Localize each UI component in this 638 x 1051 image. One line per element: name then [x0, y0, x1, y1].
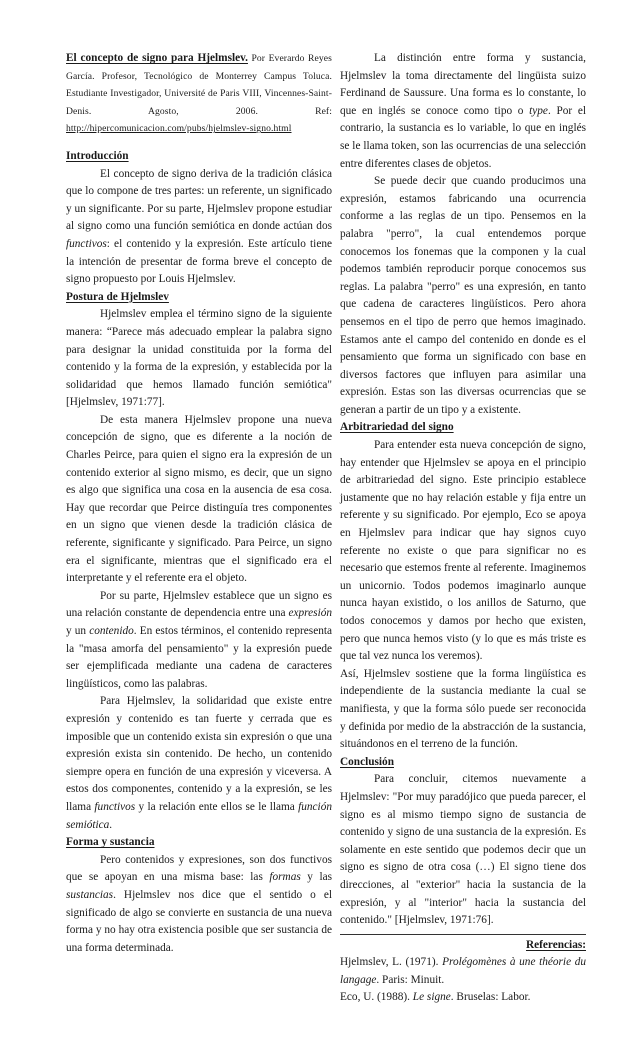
divider [340, 934, 586, 935]
paragraph-arbitrariedad-1: Para entender esta nueva concepción de signo, hay entender que Hjelmslev se apoya en el principio de arbitrariedad del signo. Este principio establece justamente que no hay relación estable y fija entre un referente y su significado. Por ejemplo, Eco se apoya en Hjelmslev para indicar que hay signos cuyo referente no existe o que para significar no es necesario que estemos frente al referente. Imaginemos un unicornio. Todos podemos imaginarlo aunque nunca hayan existido, o los anillos de Saturno, que todos conocemos y damos por hecho que existen, pero que nunca hemos visto (y lo que es más triste es que tal vez nunca los veremos). [340, 439, 586, 663]
reference-item [340, 989, 586, 1007]
paragraph-postura-1: Hjelmslev emplea el término signo de la siguiente manera: “Parece más adecuado emplear la palabra signo para designar la unidad constituida por la forma del contenido y la forma de la expresión, y establecida por la solidaridad que hemos llamado función semiótica" [Hjelmslev, 1971:77]. [66, 308, 332, 409]
emphasis: formas [269, 871, 301, 884]
paragraph-arbitrariedad-2: Así, Hjelmslev sostiene que la forma lingüística es independiente de la sustancia mediante la cual se manifiesta, y que la forma sólo puede ser reconocida y definida por medio de la abstracción de la sustancia, situándonos en el terreno de la función. [340, 667, 586, 751]
text-run: . Por el contrario, la sustancia es lo variable, lo que en inglés se le llama token, son las ocurrencias de una selección entre diferentes clases de objetos. [340, 104, 586, 170]
section-heading-introduccion: Introducción [66, 149, 129, 162]
text-run: Pero contenidos y expresiones, son dos functivos que se apoyan en una misma base: las [66, 853, 332, 884]
author-info: Por Everardo Reyes García. Profesor, Tecnológico de Monterrey Campus Toluca. Estudiante Investigador, Université de Paris VIII, Vincennes-Saint-Denis. Agosto, 2006. Ref: [66, 53, 332, 117]
paragraph-conclusion: Para concluir, citemos nuevamente a Hjelmslev: "Por muy paradójico que pueda parecer, el signo es al mismo tiempo signo de sustancia de contenido y signo de una sustancia de la expresión. Es solamente en este sentido que podemos decir que un signo es signo de otra cosa (…) El signo tiene dos direcciones, al "exterior" hacia la sustancia de la expresión, y al "interior" hacia la sustancia del contenido." [Hjelmslev, 1971:76]. [340, 773, 586, 927]
section-heading-forma: Forma y sustancia [66, 836, 155, 849]
text-run: y la relación ente ellos se le llama [135, 800, 299, 813]
text-run: y un [66, 625, 90, 637]
emphasis: functivos [94, 800, 136, 813]
text-run: Por su parte, Hjelmslev establece que un signo es una relación constante de dependencia entre una [66, 589, 332, 620]
emphasis: Prolégomènes à une théorie du langage [340, 956, 586, 986]
emphasis: functivos [66, 237, 107, 250]
text-run: Eco, U. (1988). [340, 991, 413, 1004]
text-run: : el contenido y la expresión. Este artículo tiene la intención de presentar de forma breve el concepto de signo propuesto por Louis Hjelmslev. [66, 237, 332, 286]
article-header [66, 50, 332, 138]
emphasis: type [529, 104, 548, 117]
reference-item [340, 954, 586, 989]
paragraph-forma-1 [66, 852, 332, 958]
text-run: El concepto de signo deriva de la tradición clásica que lo compone de tres partes: un referente, un significado y un significante. Por su parte, Hjelmslev propone estudiar al signo como una función semiótica en donde actúan dos [66, 167, 332, 233]
right-column [340, 50, 586, 1007]
text-run: La distinción entre forma y sustancia, Hjelmslev la toma directamente del lingüista suizo Ferdinand de Saussure. Una forma es lo constante, lo que en inglés se conoce como tipo o [340, 52, 586, 117]
paragraph-forma-2 [340, 50, 586, 173]
text-run: Para Hjelmslev, la solidaridad que existe entre expresión y contenido es tan fuerte y cerrada que es imposible que un contenido exista sin expresión o que una expresión exista sin contenido. De hecho, un contenido siempre opera en función de una expresión y viceversa. A estos dos componentes, contenido y a la expresión, se les llama [66, 695, 332, 813]
text-run: . En estos términos, el contenido representa la "masa amorfa del pensamiento" y la expresión puede ser ejemplificada mediante una cadena de caracteres lingüísticos, como las palabras. [66, 625, 333, 690]
text-run: . Bruselas: Labor. [450, 991, 531, 1004]
paragraph-postura-2: De esta manera Hjelmslev propone una nueva concepción de signo, que es diferente a la noción de Charles Peirce, para quien el signo era la expresión de un contenido exterior al signo mismo, es decir, que un signo es algo que significa una cosa en la ausencia de esa cosa. Hay que recordar que Peirce distinguía tres componentes en un signo que vienen desde la tradición clásica de referente, significante y significado. Para Peirce, un signo era el significante, mientras que el significado era el interpretante y el referente era el objeto. [66, 413, 332, 585]
emphasis: contenido [89, 625, 134, 637]
article-title: El concepto de signo para Hjelmslev. [66, 52, 248, 64]
text-run: . [109, 818, 113, 831]
emphasis: Le signe [412, 991, 451, 1004]
emphasis: función semiótica [66, 800, 332, 831]
section-heading-postura: Postura de Hjelmslev [66, 290, 169, 303]
emphasis: sustancias [66, 888, 114, 901]
paragraph-intro [66, 166, 332, 289]
reference-link[interactable]: http://hipercomunicacion.com/pubs/hjelmslev-signo.html [66, 123, 292, 135]
section-heading-conclusion: Conclusión [340, 755, 394, 768]
text-run: y las [300, 871, 332, 884]
paragraph-postura-3 [66, 588, 332, 694]
text-run: Hjelmslev, L. (1971). [340, 956, 443, 969]
text-run: . Hjelmslev nos dice que el sentido o el significado de algo se convierte en sustancia de una nueva forma y no hay otra existencia posible que ser sustancia de una forma determinada. [66, 888, 332, 954]
left-column [66, 50, 332, 957]
emphasis: expresión [288, 607, 332, 620]
references-heading: Referencias: [525, 938, 586, 951]
text-run: . Paris: Minuit. [376, 973, 445, 986]
paragraph-postura-4 [66, 693, 332, 834]
paragraph-forma-3: Se puede decir que cuando producimos una expresión, estamos fabricando una ocurrencia conforme a las reglas de un tipo. Pensemos en la palabra "perro", la cual entendemos porque conocemos los fonemas que la componen y la cual podemos también reproducir porque conocemos sus reglas. La palabra "perro" es una expresión, en tanto que cadena de caracteres lingüísticos. Pero ahora pensemos en el tipo de perro que hemos imaginado. Estamos ante el campo del contenido en donde es el pensamiento que forma un significado con base en diversos factores que influyen para asimilar una expresión. Estas son las diversas ocurrencias que se generan a partir de un tipo y a existente. [340, 175, 586, 416]
section-heading-arbitrariedad: Arbitrariedad del signo [340, 421, 454, 434]
references-list [340, 954, 586, 1007]
